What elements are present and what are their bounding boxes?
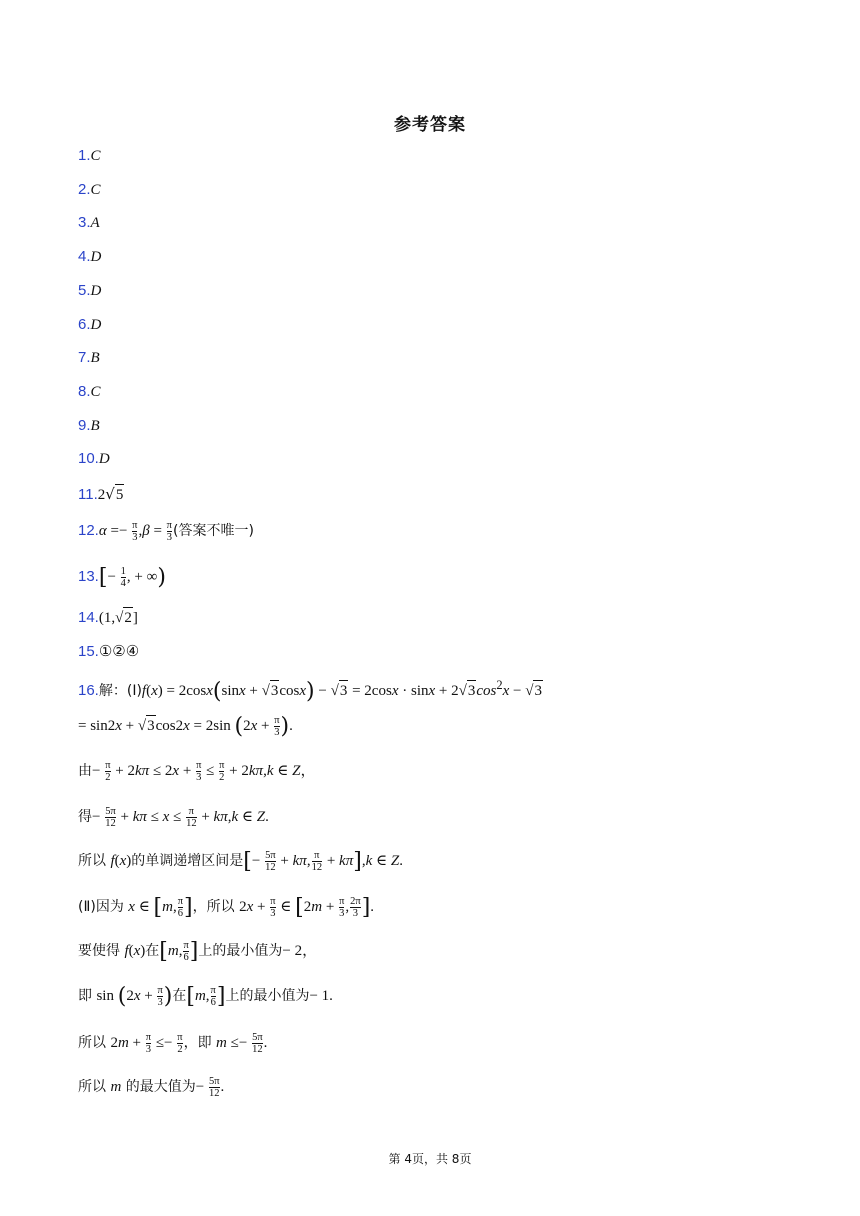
answer-14 bbox=[78, 607, 138, 628]
answer-number: 14. bbox=[78, 609, 99, 626]
answer-13 bbox=[78, 566, 166, 589]
formula: m bbox=[110, 1078, 122, 1095]
answer-item bbox=[78, 382, 101, 402]
text: ，即 bbox=[183, 1034, 217, 1051]
solution-16-line8 bbox=[78, 985, 333, 1008]
answer-number: 15. bbox=[78, 643, 99, 660]
text: 上的最小值为 bbox=[225, 987, 310, 1004]
answer-choice: D bbox=[90, 249, 102, 266]
solution-16-line7 bbox=[78, 940, 317, 963]
formula: − 2， bbox=[282, 942, 318, 959]
text: 的单调递增区间是 bbox=[131, 852, 244, 869]
formula: [m, $\frac{\pi}{6}$ ] bbox=[159, 938, 199, 964]
sqrt-symbol: √ bbox=[105, 485, 115, 503]
text: ，所以 bbox=[192, 898, 240, 915]
answer-number: 13. bbox=[78, 567, 99, 585]
text: 所以 bbox=[78, 852, 111, 869]
answer-choice: B bbox=[90, 350, 100, 367]
text: 即 bbox=[78, 987, 97, 1004]
answer-choice: C bbox=[90, 383, 101, 400]
answer-item bbox=[78, 180, 101, 200]
text: 的最大值为 bbox=[121, 1078, 196, 1095]
answer-number: 2. bbox=[78, 180, 91, 198]
formula: − $\frac{5\pi}{12}$ + kπ ≤ x ≤ $\frac{\pi}{12}$ + kπ,k ∈ Z. bbox=[92, 806, 269, 829]
answer-math: α =− $\frac{\pi}{3}$ ,β = $\frac{\pi}{3}$ bbox=[98, 520, 172, 543]
text: (Ⅱ)因为 bbox=[78, 898, 129, 915]
formula: 2x + $\frac{\pi}{3}$ ∈ [2m + $\frac{\pi}{3}$ , $\frac{2\pi}{3}$ ]. bbox=[239, 894, 375, 920]
solution-16-line2 bbox=[78, 715, 293, 738]
text: 由 bbox=[78, 762, 92, 779]
text: 在 bbox=[172, 987, 187, 1004]
formula: [m, $\frac{\pi}{6}$ ] bbox=[186, 983, 226, 1009]
solution-16-line10 bbox=[78, 1076, 224, 1099]
answer-choice: D bbox=[98, 451, 110, 468]
answer-number: 11. bbox=[78, 486, 98, 503]
answer-choice: D bbox=[90, 282, 102, 299]
text: 要使得 bbox=[78, 942, 125, 959]
solution-16-line1 bbox=[78, 675, 543, 702]
page-footer: 第 4页，共 8页 bbox=[388, 1152, 472, 1166]
text: 所以 bbox=[78, 1034, 111, 1051]
solution-16-line9 bbox=[78, 1032, 267, 1055]
answer-number: 12. bbox=[78, 521, 99, 539]
formula: [− $\frac{5\pi}{12}$ + kπ, $\frac{\pi}{12}$ + kπ],k ∈ Z. bbox=[243, 848, 403, 874]
answer-11 bbox=[78, 484, 124, 505]
radicand: 5 bbox=[115, 484, 125, 505]
answer-12 bbox=[78, 520, 254, 543]
answer-item bbox=[78, 281, 101, 301]
answer-number: 6. bbox=[78, 315, 91, 333]
formula: 2m + $\frac{\pi}{3}$ ≤− $\frac{\pi}{2}$ bbox=[110, 1032, 183, 1055]
answer-number: 10. bbox=[78, 450, 99, 468]
solution-16-line3 bbox=[78, 760, 315, 783]
answer-math: [− $\frac{1}{4}$ , + ∞) bbox=[98, 564, 166, 590]
solution-16-line4 bbox=[78, 806, 269, 829]
solution-16-line6 bbox=[78, 896, 374, 919]
answer-15 bbox=[78, 642, 139, 662]
formula: = sin2x + √3cos2x = 2sin (2x + $\frac{\pi}{3}$ ). bbox=[78, 714, 293, 739]
part-label: (Ⅰ) bbox=[126, 683, 142, 699]
solution-16-line5 bbox=[78, 850, 403, 873]
formula: − $\frac{5\pi}{12}$ . bbox=[195, 1076, 225, 1099]
answer-choice: A bbox=[90, 215, 100, 232]
text: 得 bbox=[78, 808, 92, 825]
formula: m ≤− $\frac{5\pi}{12}$ . bbox=[216, 1032, 268, 1055]
page-title: 参考答案 bbox=[394, 115, 466, 135]
answer-number: 5. bbox=[78, 281, 91, 299]
answer-number: 9. bbox=[78, 416, 91, 434]
answer-item bbox=[78, 416, 100, 436]
answer-item bbox=[78, 146, 101, 166]
formula: x ∈ [m, $\frac{\pi}{6}$ ] bbox=[128, 894, 193, 920]
answer-number: 1. bbox=[78, 147, 91, 164]
answer-choice: C bbox=[90, 181, 101, 198]
coefficient: 2 bbox=[97, 487, 106, 503]
formula: − 1. bbox=[309, 987, 333, 1004]
answer-number: 4. bbox=[78, 248, 91, 266]
formula: f(x) bbox=[110, 852, 132, 869]
formula: sin (2x + $\frac{\pi}{3}$ ) bbox=[96, 983, 173, 1009]
answer-item bbox=[78, 315, 101, 335]
formula: $f(x) = 2\cos x(\sin x + √3\cos x) - √3 = 2\cos x \cdot \sin x + 2√3\cos^2x - √3$ bbox=[141, 678, 542, 704]
answer-number: 8. bbox=[78, 382, 91, 400]
text: 上的最小值为 bbox=[198, 942, 283, 959]
answer-choice: B bbox=[90, 417, 100, 434]
answer-note: (答案不唯一) bbox=[172, 522, 254, 539]
formula: − $\frac{\pi}{2}$ + 2kπ ≤ 2x + $\frac{\pi}{3}$ ≤ $\frac{\pi}{2}$ + 2kπ,k ∈ Z， bbox=[92, 760, 316, 783]
answer-item bbox=[78, 247, 101, 267]
answer-item bbox=[78, 348, 100, 368]
answer-text: ①②④ bbox=[98, 644, 140, 660]
answer-number: 7. bbox=[78, 349, 91, 367]
text: 在 bbox=[145, 942, 160, 959]
answer-choice: C bbox=[90, 148, 101, 164]
text: 所以 bbox=[78, 1078, 111, 1095]
answer-number: 3. bbox=[78, 214, 91, 232]
formula: f(x) bbox=[124, 942, 146, 959]
answer-item bbox=[78, 449, 110, 469]
answer-number: 16. bbox=[78, 682, 99, 699]
solution-label: 解： bbox=[98, 683, 127, 699]
answer-math: (1,√2] bbox=[99, 610, 138, 626]
answer-choice: D bbox=[90, 316, 102, 333]
answer-item bbox=[78, 213, 100, 233]
